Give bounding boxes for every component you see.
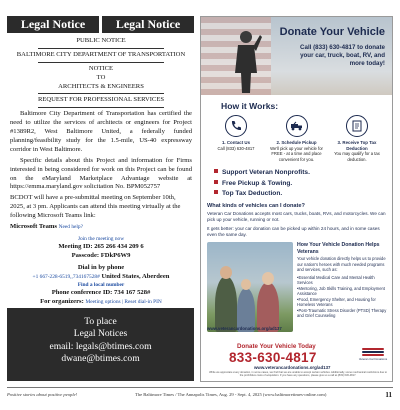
- step-text: Call (833) 630-4817: [217, 145, 255, 151]
- benefit-item: [214, 189, 392, 199]
- organizers-label: For organizers:: [40, 297, 86, 305]
- promo-line: Legal Notices: [73, 328, 128, 340]
- ad-call-to-action: [201, 341, 393, 381]
- page-number: 11: [385, 390, 392, 399]
- ad-hero: [201, 17, 392, 95]
- passcode: Passcode: FDkP6W9: [71, 252, 131, 260]
- divider: [38, 107, 164, 108]
- conference-id: Phone conference ID: 734 167 528#: [51, 289, 151, 297]
- bullet-square-icon: [214, 190, 218, 194]
- divider: [38, 93, 164, 94]
- helps-list: [297, 275, 389, 319]
- step-title: 3. Receive Top Tax Deduction: [337, 140, 377, 151]
- promo-email[interactable]: email: legals@btimes.com: [49, 340, 152, 352]
- divider: [38, 48, 164, 49]
- need-help-link[interactable]: Need help?: [58, 224, 84, 231]
- cta-heading: Donate Your Vehicle Today: [237, 343, 316, 350]
- tax-document-icon: [346, 115, 368, 137]
- steps-row: [201, 111, 392, 162]
- flag-logo-icon: [362, 347, 384, 356]
- agency-name: BALTIMORE CITY DEPARTMENT OF TRANSPORTATION: [16, 50, 186, 58]
- notice-paragraph: Baltimore City Department of Transportation has certified the need to utilize the services of architects or engineers for Project #1389R2, West Baltimore United, a federally funded planning/feasibility study for the 1.5-mile, US-40 expressway corridor in West Baltimore.: [10, 110, 192, 153]
- reset-pin-link[interactable]: | Reset dial-in PIN: [120, 298, 162, 305]
- veteran-car-donations-logo: [358, 347, 388, 361]
- ad-url[interactable]: www.veterancardonations.org/ad137: [207, 326, 282, 332]
- benefit-text: Support Veteran Nonprofits.: [222, 169, 310, 177]
- vehicle-donation-ad[interactable]: [200, 16, 393, 382]
- how-it-works-heading: How it Works:: [221, 101, 279, 111]
- veteran-help-section: [201, 238, 392, 334]
- saluting-soldier-image: [229, 27, 263, 93]
- meeting-options-link[interactable]: Meeting options: [85, 298, 121, 305]
- step-title: 2. Schedule Pickup: [276, 140, 317, 145]
- dial-in-line: [10, 273, 192, 282]
- step-schedule: [268, 115, 326, 162]
- legal-notice-column: [7, 16, 194, 381]
- bullet-square-icon: [214, 180, 218, 184]
- benefit-bullets: [214, 168, 392, 199]
- organizers-line: [10, 298, 192, 307]
- helps-item: • Mentoring, Job Skills Training, and Employment Assistance: [297, 286, 389, 297]
- cta-website[interactable]: www.veterancardonations.org/ad137: [254, 365, 331, 370]
- dial-in-phone-link[interactable]: +1 667-228-6519,,734167528#: [32, 273, 100, 280]
- request-title: REQUEST FOR PROFESSIONAL SERVICES: [37, 96, 165, 104]
- bullet-square-icon: [214, 169, 218, 173]
- teams-label: Microsoft Teams: [10, 223, 57, 231]
- benefit-item: [214, 179, 392, 189]
- notice-heading: PUBLIC NOTICE: [76, 37, 126, 44]
- place-legal-notices-promo: [7, 308, 194, 381]
- kinds-answer: It gets better: your car donation can be picked up within 24 hours, and in some cases even the same day.: [207, 225, 380, 238]
- benefit-text: Free Pickup & Towing.: [222, 179, 293, 187]
- find-local-number-link[interactable]: Find a local number: [77, 281, 125, 288]
- step-title: 1. Contact Us: [221, 140, 251, 145]
- recipients: ARCHITECTS & ENGINEERS: [58, 82, 144, 90]
- helps-text: Your vehicle donation directly helps us to provide our nation's heroes with much needed programs and services, such as:: [297, 256, 386, 273]
- legal-notice-header: Legal Notice: [7, 16, 99, 33]
- promo-line: To place: [84, 316, 117, 327]
- kinds-answer: Veteran Car Donations accepts most cars, trucks, boats, RVs, and motorcycles. We can pick up your vehicle, running or not.: [207, 210, 386, 222]
- footer-tagline: Positive stories about positive people!: [7, 392, 78, 397]
- notice-paragraph: Specific details about this Project and information for Firms interested in being considered for work on this Project can be found on the eMaryland Marketplace Advantage website at https://emma.maryland.gov solicitation No. BPM052757: [10, 156, 192, 191]
- vehicle-kinds: [201, 199, 392, 238]
- helps-item: • Post-Traumatic Stress Disorder (PTSD) Therapy and Grief Counseling: [297, 308, 389, 319]
- public-notice-body: [7, 33, 194, 307]
- ad-subtitle: Call (833) 630-4817 to donate your car, truck, boat, RV, and more today!: [300, 44, 385, 68]
- notice-label: NOTICE: [88, 64, 114, 72]
- dial-in-location: United States, Aberdeen: [99, 272, 170, 280]
- helps-title: How Your Vehicle Donation Helps Veterans: [297, 242, 380, 256]
- promo-email[interactable]: dwane@btimes.com: [61, 353, 140, 365]
- step-text: You may qualify for a tax deduction.: [334, 151, 380, 162]
- how-donation-helps: [297, 242, 389, 319]
- step-deduction: [328, 115, 386, 162]
- cta-phone[interactable]: 833-630-4817: [229, 350, 317, 365]
- notice-paragraph: BCDOT will have a pre-submittal meeting on September 10th, 2025, at 3 pm. Applicants can attend this meeting virtually at the following Microsoft Teams link:: [10, 194, 181, 220]
- benefit-item: [214, 168, 392, 178]
- veteran-family-photo: [207, 242, 293, 332]
- to-label: TO: [96, 73, 106, 81]
- footer-publication: The Baltimore Times / The Annapolis Times, Aug. 29 - Sept. 4, 2025 (www.baltimoretimes-online.com): [135, 392, 327, 397]
- legal-notice-header: Legal Notice: [99, 16, 194, 33]
- logo-text: Veteran Car Donations: [358, 357, 388, 361]
- divider: [38, 62, 164, 63]
- teams-line: [10, 223, 192, 232]
- tow-truck-icon: [286, 115, 308, 137]
- phone-icon: [225, 115, 247, 137]
- ad-disclaimer: While we appreciate every donation, in some cases, we find that we are unable to accept certain vehicles. Additionally, some mechanical restrictions due to the prohibitive costs of acquisition. If you have any questions, please give us a call at (833) 630-4817.: [209, 371, 387, 378]
- dial-in-heading: Dial in by phone: [77, 264, 125, 271]
- step-text: We'll pick up your vehicle for FREE - at a time and place convenient for you.: [270, 145, 323, 162]
- helps-item: • Food, Emergency Shelter, and Housing for Homeless Veterans: [297, 297, 389, 308]
- legal-notice-headers: [7, 16, 194, 33]
- how-it-works: [201, 101, 392, 162]
- kinds-question: What kinds of vehicles can I donate?: [207, 203, 305, 209]
- step-contact: [207, 115, 265, 162]
- helps-item: • Essential Medical Care and Mental Health Services: [297, 275, 389, 286]
- meeting-id: Meeting ID: 265 266 434 209 6: [58, 243, 144, 251]
- ad-title: Donate Your Vehicle: [279, 26, 385, 38]
- page-footer: [7, 387, 393, 401]
- join-meeting-link[interactable]: Join the meeting now: [77, 235, 125, 242]
- benefit-text: Top Tax Deduction.: [222, 189, 283, 197]
